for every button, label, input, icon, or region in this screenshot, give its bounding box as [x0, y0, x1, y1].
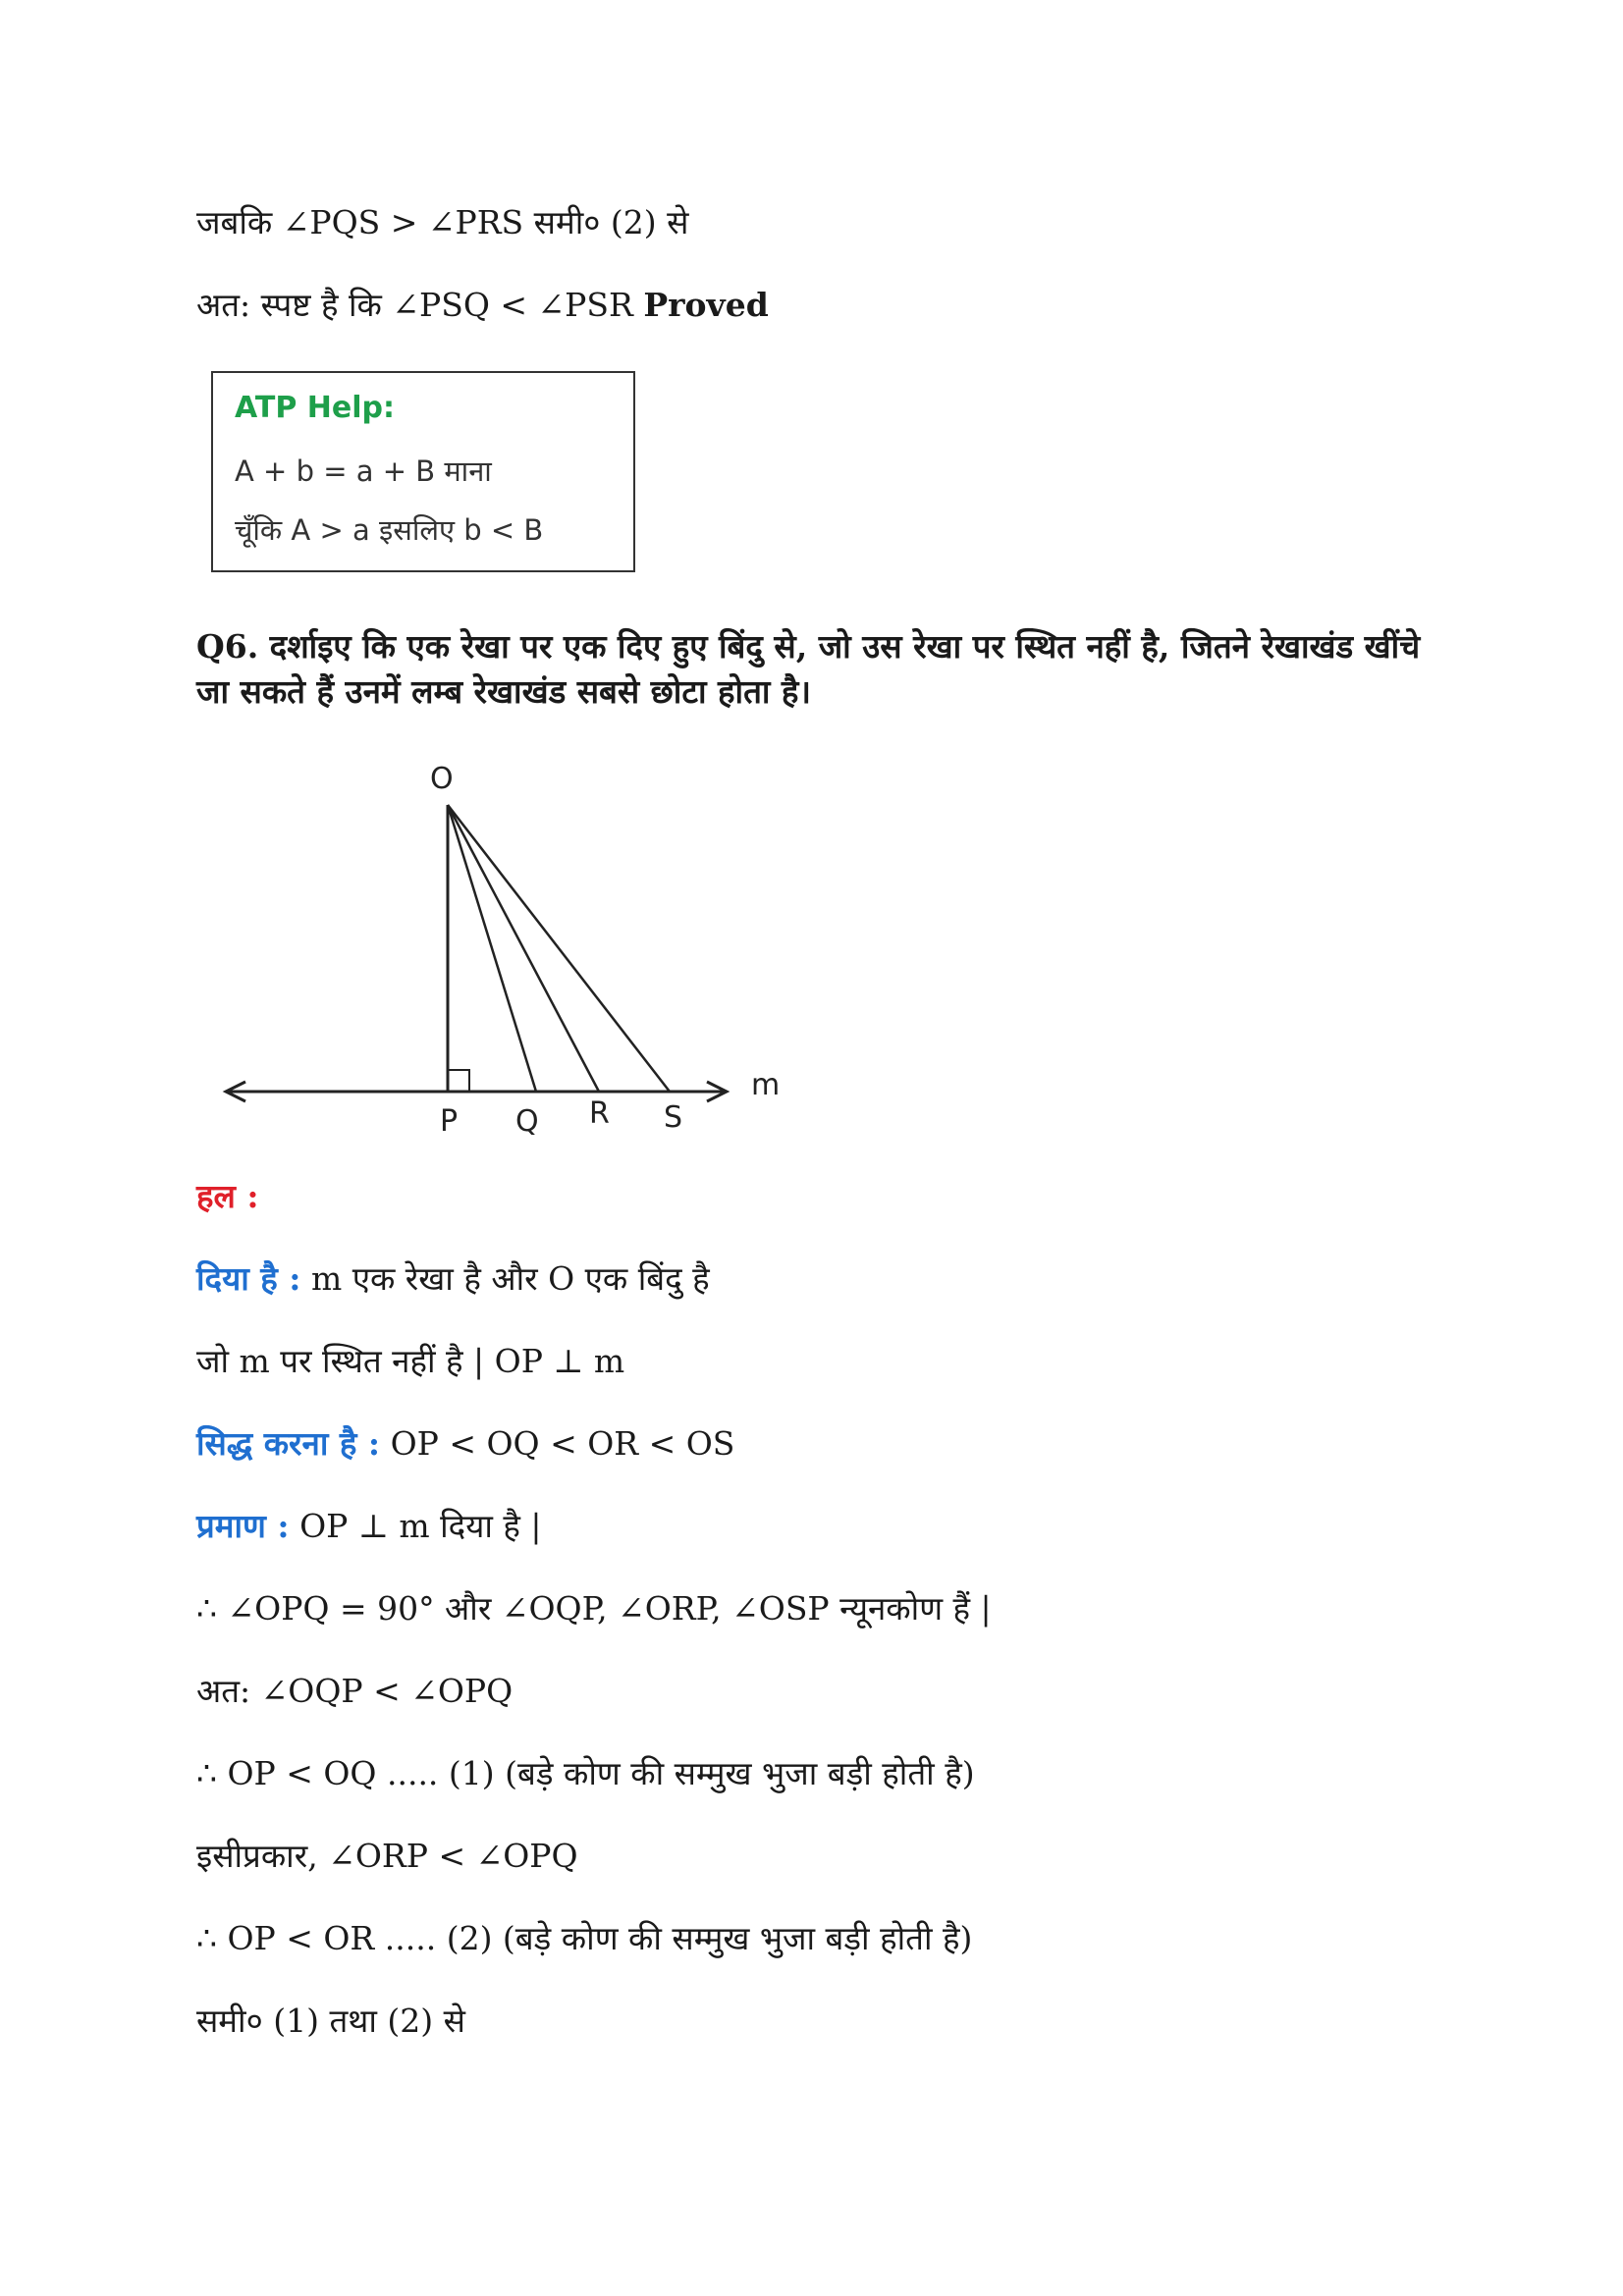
given-text: m एक रेखा है और O एक बिंदु है	[300, 1259, 710, 1298]
to-prove-text: OP < OQ < OR < OS	[380, 1424, 735, 1463]
given-label: दिया है :	[196, 1259, 301, 1298]
label-q: Q	[515, 1104, 539, 1139]
proof-step-2: अत: ∠OQP < ∠OPQ	[196, 1672, 514, 1710]
proof-step-6: समी० (1) तथा (2) से	[196, 2002, 465, 2040]
question-q6: Q6. दर्शाइए कि एक रेखा पर एक दिए हुए बिंदु से, जो उस रेखा पर स्थित नहीं है, जितने रेखाखंड खींचे जा सकते हैं उनमें लम्ब रेखाखंड सबसे छोटा होता है।	[196, 627, 1421, 711]
proof-step-5: ∴ OP < OR ..... (2) (बड़े कोण की सम्मुख भुजा बड़ी होती है)	[196, 1919, 973, 1957]
solution-heading: हल :	[196, 1177, 259, 1215]
statement-text: अत: स्पष्ट है कि ∠PSQ < ∠PSR	[196, 286, 633, 324]
to-prove-label: सिद्ध करना है :	[196, 1424, 381, 1463]
proof-text: OP ⊥ m दिया है |	[289, 1507, 542, 1545]
given-continuation: जो m पर स्थित नहीं है | OP ⊥ m	[196, 1342, 625, 1380]
atp-help-box	[211, 371, 635, 572]
label-s: S	[664, 1100, 683, 1135]
proof-step-3: ∴ OP < OQ ..... (1) (बड़े कोण की सम्मुख भुजा बड़ी होती है)	[196, 1754, 975, 1792]
perpendicular-figure	[196, 746, 805, 1139]
right-angle-marker	[448, 1070, 469, 1092]
proved-label: Proved	[643, 286, 769, 324]
label-p: P	[440, 1104, 459, 1139]
statement-psq-psr	[196, 285, 769, 326]
label-r: R	[589, 1096, 610, 1131]
atp-help-line-2: चूँकि A > a इसलिए b < B	[235, 513, 544, 547]
atp-help-line-1: A + b = a + B माना	[235, 454, 492, 488]
proof-label: प्रमाण :	[196, 1507, 290, 1545]
label-m: m	[751, 1068, 781, 1102]
figure-svg	[196, 746, 805, 1139]
segment-os	[448, 805, 670, 1092]
statement-pqs-prs: जबकि ∠PQS > ∠PRS समी० (2) से	[196, 203, 689, 241]
proof-step-4: इसीप्रकार, ∠ORP < ∠OPQ	[196, 1837, 578, 1875]
atp-help-title: ATP Help:	[235, 391, 395, 425]
label-o: O	[430, 762, 454, 796]
given-line	[196, 1258, 710, 1300]
to-prove-line	[196, 1423, 734, 1465]
proof-line	[196, 1506, 542, 1547]
proof-step-1: ∴ ∠OPQ = 90° और ∠OQP, ∠ORP, ∠OSP न्यूनकोण हैं |	[196, 1589, 992, 1628]
